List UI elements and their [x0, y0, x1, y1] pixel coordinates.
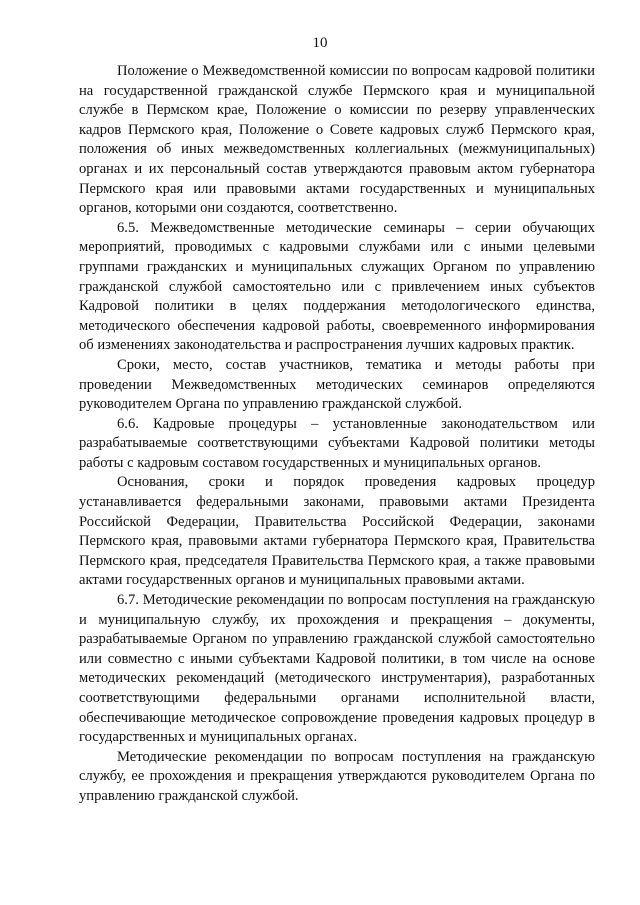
paragraph-procedure-grounds: Основания, сроки и порядок проведения кадровых процедур устанавливается федеральными законами, правовыми актами Президента Российской Федерации, Правительства Российской Федерации, законами Пермского края, правовыми актами губернатора Пермского края, Правительства Пермского края, председателя Правительства Пермского края, а также правовыми актами государственных органов и муниципальных правовыми актами. — [79, 474, 595, 589]
paragraph-seminar-terms: Сроки, место, состав участников, тематика и методы работы при проведении Межведомственных методических семинаров определяются руководителем Органа по управлению гражданской службой. — [79, 356, 595, 413]
paragraph-commission-regulations: Положение о Межведомственной комиссии по вопросам кадровой политики на государственной гражданской службе Пермского края и муниципальной службе в Пермском крае, Положение о комиссии по резерву управленческих кадров Пермского края, Положение о Совете кадровых служб Пермского края, положения об иных межведомственных коллегиальных (межмуниципальных) органах и их персональный состав утверждаются правовым актом губернатора Пермского края или правовыми актами государственных и муниципальных органов, которыми они создаются, соответственно. — [79, 63, 595, 217]
paragraph-recommendations-approval: Методические рекомендации по вопросам поступления на гражданскую службу, ее прохождения и прекращения утверждаются руководителем Органа по управлению гражданской службой. — [79, 748, 595, 804]
paragraph-6-6-procedures: 6.6. Кадровые процедуры – установленные законодательством или разрабатываемые соответствующими субъектами Кадровой политики методы работы с кадровым составом государственных и муниципальных органов. — [79, 415, 595, 471]
paragraph-6-7-recommendations: 6.7. Методические рекомендации по вопросам поступления на гражданскую и муниципальную службу, их прохождения и прекращения – документы, разрабатываемые Органом по управлению гражданской службой самостоятельно или совместно с иными субъектами Кадровой политики, в том числе на основе методических рекомендаций (методического инструментария), разработанных соответствующими федеральными органами исполнительной власти, обеспечивающие методическое сопровождение проведения кадровых процедур в государственных и муниципальных органах. — [79, 592, 595, 746]
page-number: 10 — [312, 35, 328, 51]
document-body — [79, 62, 595, 807]
paragraph-6-5-seminars: 6.5. Межведомственные методические семинары – серии обучающих мероприятий, проводимых с кадровыми службами или с иными целевыми группами гражданских и муниципальных служащих Органом по управлению гражданской службой самостоятельно или с привлечением иных субъектов Кадровой политики в целях поддержания методологического единства, методического обеспечения кадровой работы, своевременного информирования об изменениях законодательства и распространения лучших кадровых практик. — [79, 219, 595, 354]
